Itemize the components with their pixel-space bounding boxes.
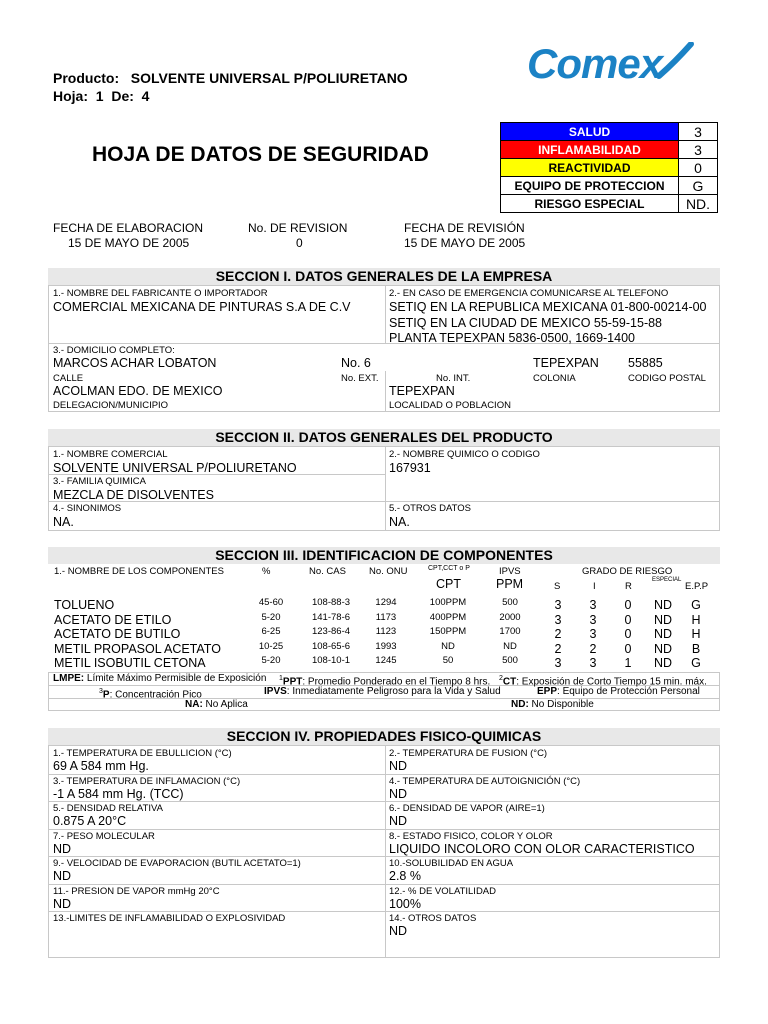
page-title: HOJA DE DATOS DE SEGURIDAD <box>92 143 429 166</box>
cell-pct: 5-20 <box>261 611 281 623</box>
cell-cpt: ND <box>441 640 455 652</box>
property-value: ND <box>53 896 72 911</box>
cell-i: 3 <box>589 627 597 641</box>
property-label: 3.- TEMPERATURA DE INFLAMACION (°C) <box>53 775 241 787</box>
property-value: -1 A 584 mm Hg. (TCC) <box>53 786 184 801</box>
col-i-header: I <box>593 581 596 592</box>
property-row <box>49 829 719 856</box>
property-value: ND <box>389 924 408 938</box>
property-row <box>49 884 719 911</box>
cell-i: 2 <box>589 641 597 656</box>
legend-epp: EPP: Equipo de Protección Personal <box>537 686 700 697</box>
components-legend <box>48 672 720 711</box>
cell-ipvs: 2000 <box>499 611 521 623</box>
cell-s: 3 <box>554 656 562 670</box>
synonyms-label: 4.- SINONIMOS <box>53 503 122 514</box>
risk-row <box>501 177 718 195</box>
cell-name: ACETATO DE ETILO <box>54 612 172 627</box>
section-4-box <box>48 745 720 958</box>
postal-code-value: 55885 <box>628 356 663 370</box>
street-label: CALLE <box>53 373 84 384</box>
street-value: MARCOS ACHAR LOBATON <box>53 356 217 370</box>
risk-label: EQUIPO DE PROTECCION <box>501 177 679 195</box>
cell-ipvs: 500 <box>502 597 518 608</box>
legend-lmpe: LMPE: Límite Máximo Permisible de Exposición <box>53 673 267 684</box>
property-value: 69 A 584 mm Hg. <box>53 759 149 773</box>
cell-s: 3 <box>554 612 562 627</box>
property-value: 2.8 % <box>389 869 421 883</box>
emergency-line-3: PLANTA TEPEXPAN 5836-0500, 1669-1400 <box>389 331 635 345</box>
cell-name: TOLUENO <box>54 598 115 612</box>
cell-cpt: 150PPM <box>429 626 467 637</box>
synonyms-value: NA. <box>53 515 74 529</box>
logo-text: Comex <box>527 40 663 87</box>
property-row <box>49 746 719 773</box>
risk-table <box>500 122 718 213</box>
other-data-label: 5.- OTROS DATOS <box>389 503 471 514</box>
cell-r: 0 <box>624 598 632 612</box>
cell-onu: 1245 <box>375 655 397 666</box>
rev-label: No. DE REVISION <box>248 221 348 235</box>
postal-code-label: CODIGO POSTAL <box>628 373 706 384</box>
col-pct-header: % <box>262 566 271 577</box>
property-label: 13.-LIMITES DE INFLAMABILIDAD O EXPLOSIVIDAD <box>53 913 286 924</box>
locality-value: TEPEXPAN <box>389 384 455 398</box>
frev-label: FECHA DE REVISIÓN <box>404 221 525 235</box>
cell-esp: ND <box>653 656 673 670</box>
components-table <box>48 564 720 672</box>
municipality-label: DELEGACION/MUNICIPIO <box>53 400 169 411</box>
product-line: Producto: SOLVENTE UNIVERSAL P/POLIURETANO <box>53 70 408 86</box>
cell-epp: H <box>691 612 701 627</box>
risk-label: SALUD <box>501 123 679 141</box>
trade-name-label: 1.- NOMBRE COMERCIAL <box>53 449 168 460</box>
risk-row <box>501 141 718 159</box>
col-cpt-small-header: CPT,CCT o P <box>428 565 470 572</box>
property-row <box>49 911 719 938</box>
chemical-family-value: MEZCLA DE DISOLVENTES <box>53 488 214 502</box>
cell-s: 2 <box>554 641 562 656</box>
risk-label: RIESGO ESPECIAL <box>501 195 679 213</box>
elab-value: 15 DE MAYO DE 2005 <box>68 236 190 250</box>
cell-r: 0 <box>624 627 632 641</box>
elaboration-date <box>53 221 203 251</box>
col-name-header: 1.- NOMBRE DE LOS COMPONENTES <box>54 566 224 577</box>
ext-number-value: No. 6 <box>341 356 371 370</box>
colonia-value: TEPEXPAN <box>533 356 599 370</box>
cell-i: 3 <box>589 612 597 627</box>
col-r-header: R <box>625 581 632 592</box>
cell-cpt: 100PPM <box>429 597 467 608</box>
property-value: ND <box>53 841 72 856</box>
property-value: ND <box>389 814 408 828</box>
cell-epp: B <box>691 641 701 656</box>
risk-value: 3 <box>679 123 718 141</box>
col-epp-header: E.P.P <box>685 581 709 592</box>
cell-name: ACETATO DE BUTILO <box>54 627 181 641</box>
risk-value: G <box>679 177 718 195</box>
cell-name: METIL ISOBUTIL CETONA <box>54 656 206 670</box>
cell-onu: 1993 <box>375 640 397 652</box>
property-label: 12.- % DE VOLATILIDAD <box>389 885 496 897</box>
municipality-value: ACOLMAN EDO. DE MEXICO <box>53 384 223 398</box>
chemical-family-label: 3.- FAMILIA QUIMICA <box>53 476 146 487</box>
cell-ipvs: 500 <box>502 655 518 666</box>
risk-value: 0 <box>679 159 718 177</box>
section-4-title: SECCION IV. PROPIEDADES FISICO-QUIMICAS <box>48 728 720 745</box>
property-label: 4.- TEMPERATURA DE AUTOIGNICIÓN (°C) <box>389 775 581 787</box>
col-cas-header: No. CAS <box>309 566 346 577</box>
cell-epp: G <box>691 598 701 612</box>
property-label: 11.- PRESION DE VAPOR mmHg 20°C <box>53 885 220 897</box>
comex-logo <box>527 40 692 90</box>
page-line: Hoja: 1 De: 4 <box>53 88 150 104</box>
revision-number <box>248 221 347 251</box>
property-value: ND <box>389 786 408 801</box>
risk-row <box>501 195 718 213</box>
cell-cpt: 50 <box>442 655 454 666</box>
cell-esp: ND <box>653 612 673 627</box>
cell-onu: 1123 <box>375 626 397 637</box>
cell-r: 1 <box>624 656 632 670</box>
emergency-line-1: SETIQ EN LA REPUBLICA MEXICANA 01-800-00214-00 <box>389 300 707 314</box>
risk-label: REACTIVIDAD <box>501 159 679 177</box>
col-ppm-header: PPM <box>496 577 524 591</box>
property-row <box>49 774 719 801</box>
logo-swoosh-icon <box>655 42 695 82</box>
property-row <box>49 801 719 828</box>
property-value: ND <box>53 869 72 883</box>
cell-cas: 141-78-6 <box>311 611 351 623</box>
cell-esp: ND <box>653 627 673 641</box>
property-label: 7.- PESO MOLECULAR <box>53 830 155 842</box>
cell-name: METIL PROPASOL ACETATO <box>54 641 221 656</box>
property-label: 8.- ESTADO FISICO, COLOR Y OLOR <box>389 830 553 842</box>
legend-na: NA: No Aplica <box>185 699 248 710</box>
table-row <box>48 656 720 671</box>
cell-pct: 10-25 <box>258 640 284 652</box>
rev-value: 0 <box>296 236 303 250</box>
cell-cas: 123-86-4 <box>311 626 351 637</box>
elab-label: FECHA DE ELABORACION <box>53 221 204 235</box>
section-2-box <box>48 446 720 531</box>
risk-value: ND. <box>679 195 718 213</box>
locality-label: LOCALIDAD O POBLACION <box>389 400 511 411</box>
section-3-title: SECCION III. IDENTIFICACION DE COMPONENTES <box>48 547 720 564</box>
risk-row <box>501 159 718 177</box>
cell-onu: 1173 <box>375 611 397 623</box>
property-label: 10.-SOLUBILIDAD EN AGUA <box>389 858 514 869</box>
col-cpt-header: CPT <box>436 577 461 591</box>
trade-name-value: SOLVENTE UNIVERSAL P/POLIURETANO <box>53 461 297 475</box>
cell-epp: G <box>691 656 701 670</box>
cell-r: 0 <box>624 641 632 656</box>
risk-label: INFLAMABILIDAD <box>501 141 679 159</box>
section-1-box <box>48 285 720 412</box>
legend-p: $^3$P: Concentración Pico <box>99 688 202 701</box>
product-header <box>53 69 408 105</box>
legend-nd: ND: No Disponible <box>511 699 594 710</box>
cell-r: 0 <box>624 612 632 627</box>
section-1-title: SECCION I. DATOS GENERALES DE LA EMPRESA <box>48 268 720 285</box>
risk-row <box>501 123 718 141</box>
emergency-line-2: SETIQ EN LA CIUDAD DE MEXICO 55-59-15-88 <box>389 316 663 330</box>
chemical-name-value: 167931 <box>389 461 431 475</box>
cell-esp: ND <box>653 641 673 656</box>
col-grado-header: GRADO DE RIESGO <box>582 566 673 577</box>
cell-pct: 5-20 <box>261 655 281 666</box>
cell-ipvs: ND <box>503 640 517 652</box>
property-label: 14.- OTROS DATOS <box>389 913 477 924</box>
int-number-label: No. INT. <box>436 373 471 384</box>
ext-number-label: No. EXT. <box>341 373 379 384</box>
property-label: 9.- VELOCIDAD DE EVAPORACION (BUTIL ACETATO=1) <box>53 858 301 869</box>
colonia-label: COLONIA <box>533 373 576 384</box>
cell-i: 3 <box>589 598 597 612</box>
manufacturer-value: COMERCIAL MEXICANA DE PINTURAS S.A DE C.V <box>53 300 351 314</box>
cell-pct: 45-60 <box>258 597 284 608</box>
legend-ct: $^2$CT: Exposición de Corto Tiempo 15 min. máx. <box>499 675 707 688</box>
property-value: ND <box>389 759 408 773</box>
cell-esp: ND <box>653 598 673 612</box>
cell-s: 3 <box>554 598 562 612</box>
cell-cas: 108-88-3 <box>311 597 351 608</box>
property-value: LIQUIDO INCOLORO CON OLOR CARACTERISTICO <box>389 841 695 856</box>
frev-value: 15 DE MAYO DE 2005 <box>404 236 526 250</box>
other-data-value: NA. <box>389 515 410 529</box>
cell-epp: H <box>691 627 701 641</box>
risk-value: 3 <box>679 141 718 159</box>
property-label: 1.- TEMPERATURA DE EBULLICION (°C) <box>53 748 232 759</box>
cell-pct: 6-25 <box>261 626 281 637</box>
property-row <box>49 856 719 883</box>
legend-ppt: $^1$PPT: Promedio Ponderado en el Tiempo 8 hrs. <box>279 675 491 688</box>
col-onu-header: No. ONU <box>369 566 408 577</box>
cell-cas: 108-10-1 <box>311 655 351 666</box>
manufacturer-label: 1.- NOMBRE DEL FABRICANTE O IMPORTADOR <box>53 288 268 299</box>
property-label: 2.- TEMPERATURA DE FUSION (°C) <box>389 748 548 759</box>
cell-ipvs: 1700 <box>499 626 521 637</box>
cell-cas: 108-65-6 <box>311 640 351 652</box>
property-value: 0.875 A 20°C <box>53 814 127 828</box>
emergency-label: 2.- EN CASO DE EMERGENCIA COMUNICARSE AL TELEFONO <box>389 288 669 299</box>
property-label: 6.- DENSIDAD DE VAPOR (AIRE=1) <box>389 803 545 814</box>
section-2-title: SECCION II. DATOS GENERALES DEL PRODUCTO <box>48 429 720 446</box>
property-label: 5.- DENSIDAD RELATIVA <box>53 803 163 814</box>
property-value: 100% <box>389 896 421 911</box>
legend-ipvs: IPVS: Inmediatamente Peligroso para la Vida y Salud <box>264 686 501 697</box>
col-s-header: S <box>554 581 561 592</box>
chemical-name-label: 2.- NOMBRE QUIMICO O CODIGO <box>389 449 540 460</box>
col-ipvs-header: IPVS <box>499 566 521 577</box>
col-esp-header: ESPECIAL <box>652 577 682 583</box>
revision-date <box>404 221 525 251</box>
cell-i: 3 <box>589 656 597 670</box>
cell-cpt: 400PPM <box>429 611 467 623</box>
cell-onu: 1294 <box>375 597 397 608</box>
address-label: 3.- DOMICILIO COMPLETO: <box>53 345 175 356</box>
cell-s: 2 <box>554 627 562 641</box>
